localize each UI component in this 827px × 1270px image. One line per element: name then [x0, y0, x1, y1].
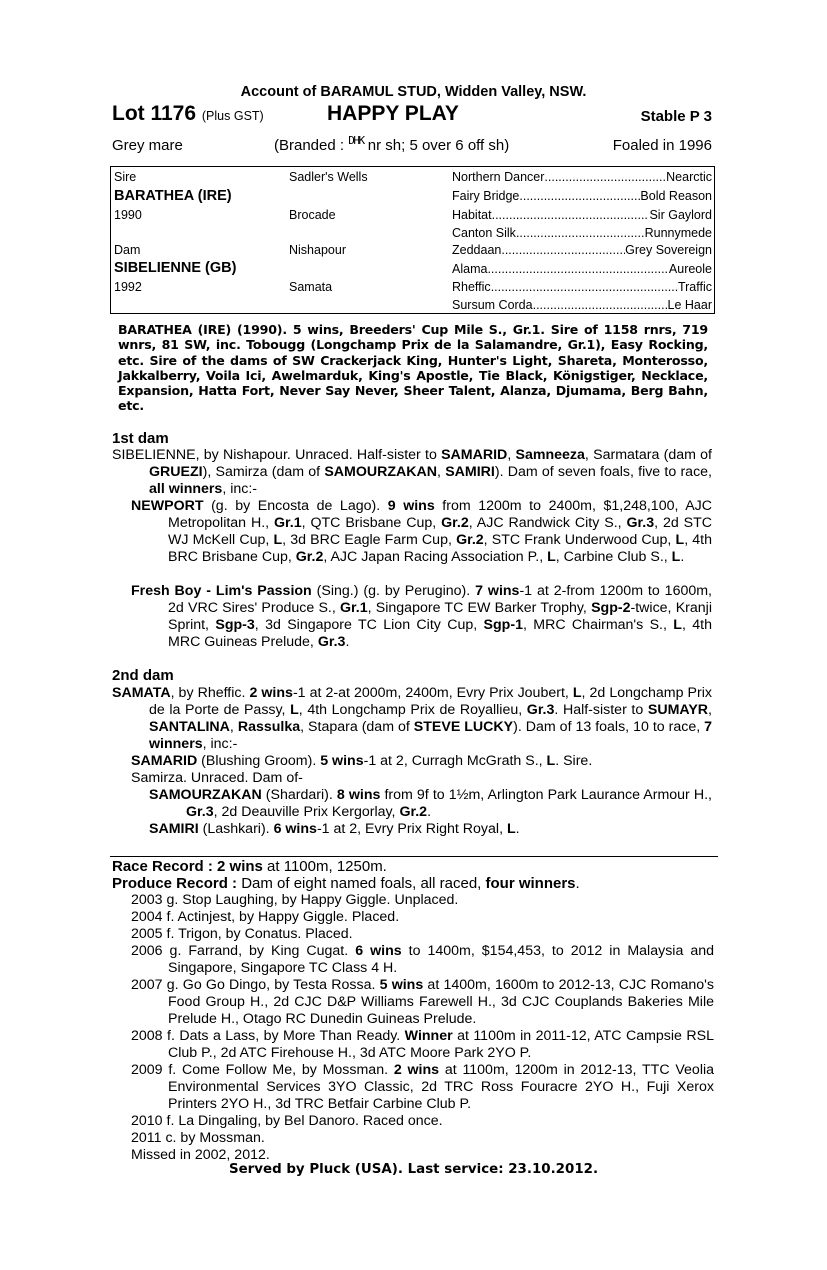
- dot-leader: [492, 208, 650, 222]
- dam-name: SIBELIENNE (GB): [114, 260, 237, 276]
- dot-leader: [533, 298, 668, 312]
- ancestor-row: [452, 298, 712, 312]
- served-by: Served by Pluck (USA). Last service: 23.10.2012.: [228, 1162, 599, 1177]
- foaled-year: Foaled in 1996: [612, 137, 712, 154]
- ancestor-sire: Bold Reason: [640, 189, 712, 203]
- sire-name: BARATHEA (IRE): [114, 188, 232, 204]
- newport-para: NEWPORT (g. by Encosta de Lago). 9 wins from 1200m to 2400m, $1,248,100, AJC Metropolitan H., Gr.1, QTC Brisbane Cup, Gr.2, AJC Randwick City S., Gr.3, 2d STC WJ McKell Cup, L, 3d BRC Eagle Farm Cup, Gr.2, STC Frank Underwood Cup, L, 4th BRC Brisbane Cup, Gr.2, AJC Japan Racing Association P., L, Carbine Club S., L.: [131, 498, 713, 565]
- produce-record: Produce Record : Dam of eight named foals, all raced, four winners.: [112, 875, 580, 892]
- horse-name: HAPPY PLAY: [327, 102, 459, 125]
- sire-label: Sire: [114, 170, 137, 184]
- produce-item: 2008 f. Dats a Lass, by More Than Ready. Winner at 1100m in 2011-12, ATC Campsie RSL Club P., 2d ATC Firehouse H., 3d ATC Moore Park 2YO P.: [131, 1028, 714, 1061]
- produce-item: 2006 g. Farrand, by King Cugat. 6 wins to 1400m, $154,453, to 2012 in Malaysia and Singapore, Singapore TC Class 4 H.: [131, 943, 715, 976]
- ancestor-row: [452, 189, 712, 203]
- second-dam-para: SAMATA, by Rheffic. 2 wins-1 at 2-at 2000m, 2400m, Evry Prix Joubert, L, 2d Longchamp Prix de la Porte de Passy, L, 4th Longchamp Prix de Royallieu, Gr.3. Half-sister to SUMAYR, SANTALINA, Rassulka, Stapara (dam of STEVE LUCKY). Dam of 13 foals, 10 to race, 7 winners, inc:-: [112, 685, 713, 752]
- account-line: Account of BARAMUL STUD, Widden Valley, NSW.: [240, 84, 587, 100]
- ancestor-name: Alama: [452, 262, 488, 276]
- produce-item: 2005 f. Trigon, by Conatus. Placed.: [131, 926, 353, 942]
- ancestor-name: Habitat: [452, 208, 492, 222]
- produce-item: 2007 g. Go Go Dingo, by Testa Rossa. 5 wins at 1400m, 1600m to 2012-13, CJC Romano's Food Group H., 2d CJC D&P Williams Farewell H., 3d CJC Couplands Bakeries Mile Prelude H., Otago RC Dunedin Guineas Prelude.: [131, 977, 714, 1027]
- dam-label: Dam: [114, 243, 141, 257]
- ancestor-row: [452, 280, 712, 294]
- sire-year: 1990: [114, 208, 142, 222]
- brand-mark-icon: DHK: [348, 134, 364, 147]
- ancestor-row: [452, 243, 712, 257]
- ancestor-sire: Traffic: [677, 280, 712, 294]
- ancestor-name: Northern Dancer: [452, 170, 545, 184]
- samirza-para: Samirza. Unraced. Dam of-: [131, 770, 303, 786]
- ancestor-name: Fairy Bridge: [452, 189, 520, 203]
- second-dam-heading: 2nd dam: [112, 667, 174, 684]
- ancestor-sire: Aureole: [668, 262, 712, 276]
- produce-item: 2010 f. La Dingaling, by Bel Danoro. Raced once.: [131, 1113, 443, 1129]
- ancestor-sire: Le Haar: [667, 298, 712, 312]
- ancestor-sire: Runnymede: [644, 226, 712, 240]
- ancestor-row: [452, 170, 712, 184]
- produce-item: Missed in 2002, 2012.: [131, 1147, 270, 1163]
- ancestor-sire: Grey Sovereign: [625, 243, 712, 257]
- first-dam-para: SIBELIENNE, by Nishapour. Unraced. Half-sister to SAMARID, Samneeza, Sarmatara (dam of GRUEZI), Samirza (dam of SAMOURZAKAN, SAMIRI). Dam of seven foals, five to race, all winners, inc:-: [112, 447, 713, 497]
- ancestor-name: Sursum Corda: [452, 298, 533, 312]
- ancestor-name: Canton Silk: [452, 226, 516, 240]
- ancestor-row: [452, 208, 712, 222]
- samourzakan-para: SAMOURZAKAN (Shardari). 8 wins from 9f to 1½m, Arlington Park Laurance Armour H., Gr.3, 2d Deauville Prix Kergorlay, Gr.2.: [149, 787, 712, 820]
- lot-number: Lot 1176 (Plus GST): [112, 102, 264, 125]
- divider: [110, 856, 718, 857]
- samarid-para: SAMARID (Blushing Groom). 5 wins-1 at 2, Curragh McGrath S., L. Sire.: [131, 753, 593, 769]
- ancestor-sire: Nearctic: [666, 170, 712, 184]
- produce-item: 2003 g. Stop Laughing, by Happy Giggle. Unplaced.: [131, 892, 459, 908]
- ancestor-row: [452, 226, 712, 240]
- stable-number: Stable P 3: [640, 108, 712, 125]
- sire-sire: Sadler's Wells: [289, 170, 368, 184]
- race-record: Race Record : 2 wins at 1100m, 1250m.: [112, 858, 387, 875]
- dot-leader: [544, 170, 666, 184]
- dot-leader: [491, 280, 678, 294]
- samiri-para: SAMIRI (Lashkari). 6 wins-1 at 2, Evry Prix Right Royal, L.: [149, 821, 520, 837]
- sex-colour: Grey mare: [112, 137, 183, 154]
- dot-leader: [519, 189, 640, 203]
- produce-item: 2011 c. by Mossman.: [131, 1130, 265, 1146]
- dot-leader: [516, 226, 645, 240]
- dam-sire: Nishapour: [289, 243, 346, 257]
- sire-dam: Brocade: [289, 208, 336, 222]
- dot-leader: [487, 262, 668, 276]
- brand-info: (Branded : $^{DHK}$ nr sh; 5 over 6 off sh): [274, 134, 510, 154]
- dam-year: 1992: [114, 280, 142, 294]
- dam-dam: Samata: [289, 280, 333, 294]
- pedigree-table: [110, 166, 715, 314]
- ancestor-name: Zeddaan: [452, 243, 502, 257]
- ancestor-name: Rheffic: [452, 280, 491, 294]
- first-dam-heading: 1st dam: [112, 430, 169, 447]
- gst-note: (Plus GST): [201, 109, 264, 123]
- fresh-boy-para: Fresh Boy - Lim's Passion (Sing.) (g. by Perugino). 7 wins-1 at 2-from 1200m to 1600m, 2d VRC Sires' Produce S., Gr.1, Singapore TC EW Barker Trophy, Sgp-2-twice, Kranji Sprint, Sgp-3, 3d Singapore TC Lion City Cup, Sgp-1, MRC Chairman's S., L, 4th MRC Guineas Prelude, Gr.3.: [131, 583, 713, 650]
- produce-item: 2004 f. Actinjest, by Happy Giggle. Placed.: [131, 909, 400, 925]
- ancestor-row: [452, 262, 712, 276]
- ancestor-sire: Sir Gaylord: [649, 208, 712, 222]
- produce-item: 2009 f. Come Follow Me, by Mossman. 2 wins at 1100m, 1200m in 2012-13, TTC Veolia Environmental Services 3YO Classic, 2d TRC Ross Fouracre 2YO H., Fuji Xerox Printers 2YO H., 3d TRC Betfair Carbine Club P.: [131, 1062, 715, 1112]
- sire-summary: BARATHEA (IRE) (1990). 5 wins, Breeders' Cup Mile S., Gr.1. Sire of 1158 rnrs, 719 wnrs, 81 SW, inc. Tobougg (Longchamp Prix de la Salamandre, Gr.1), Easy Rocking, etc. Sire of the dams of SW Crackerjack King, Hunter's Light, Shareta, Monterosso, Jakkalberry, Voila Ici, Awelmarduk, King's Apostle, Tie Black, Königstiger, Necklace, Expansion, Hatta Fort, Never Say Never, Sheer Talent, Alanza, Djumama, Berg Bahn, etc.: [118, 322, 708, 414]
- dot-leader: [501, 243, 625, 257]
